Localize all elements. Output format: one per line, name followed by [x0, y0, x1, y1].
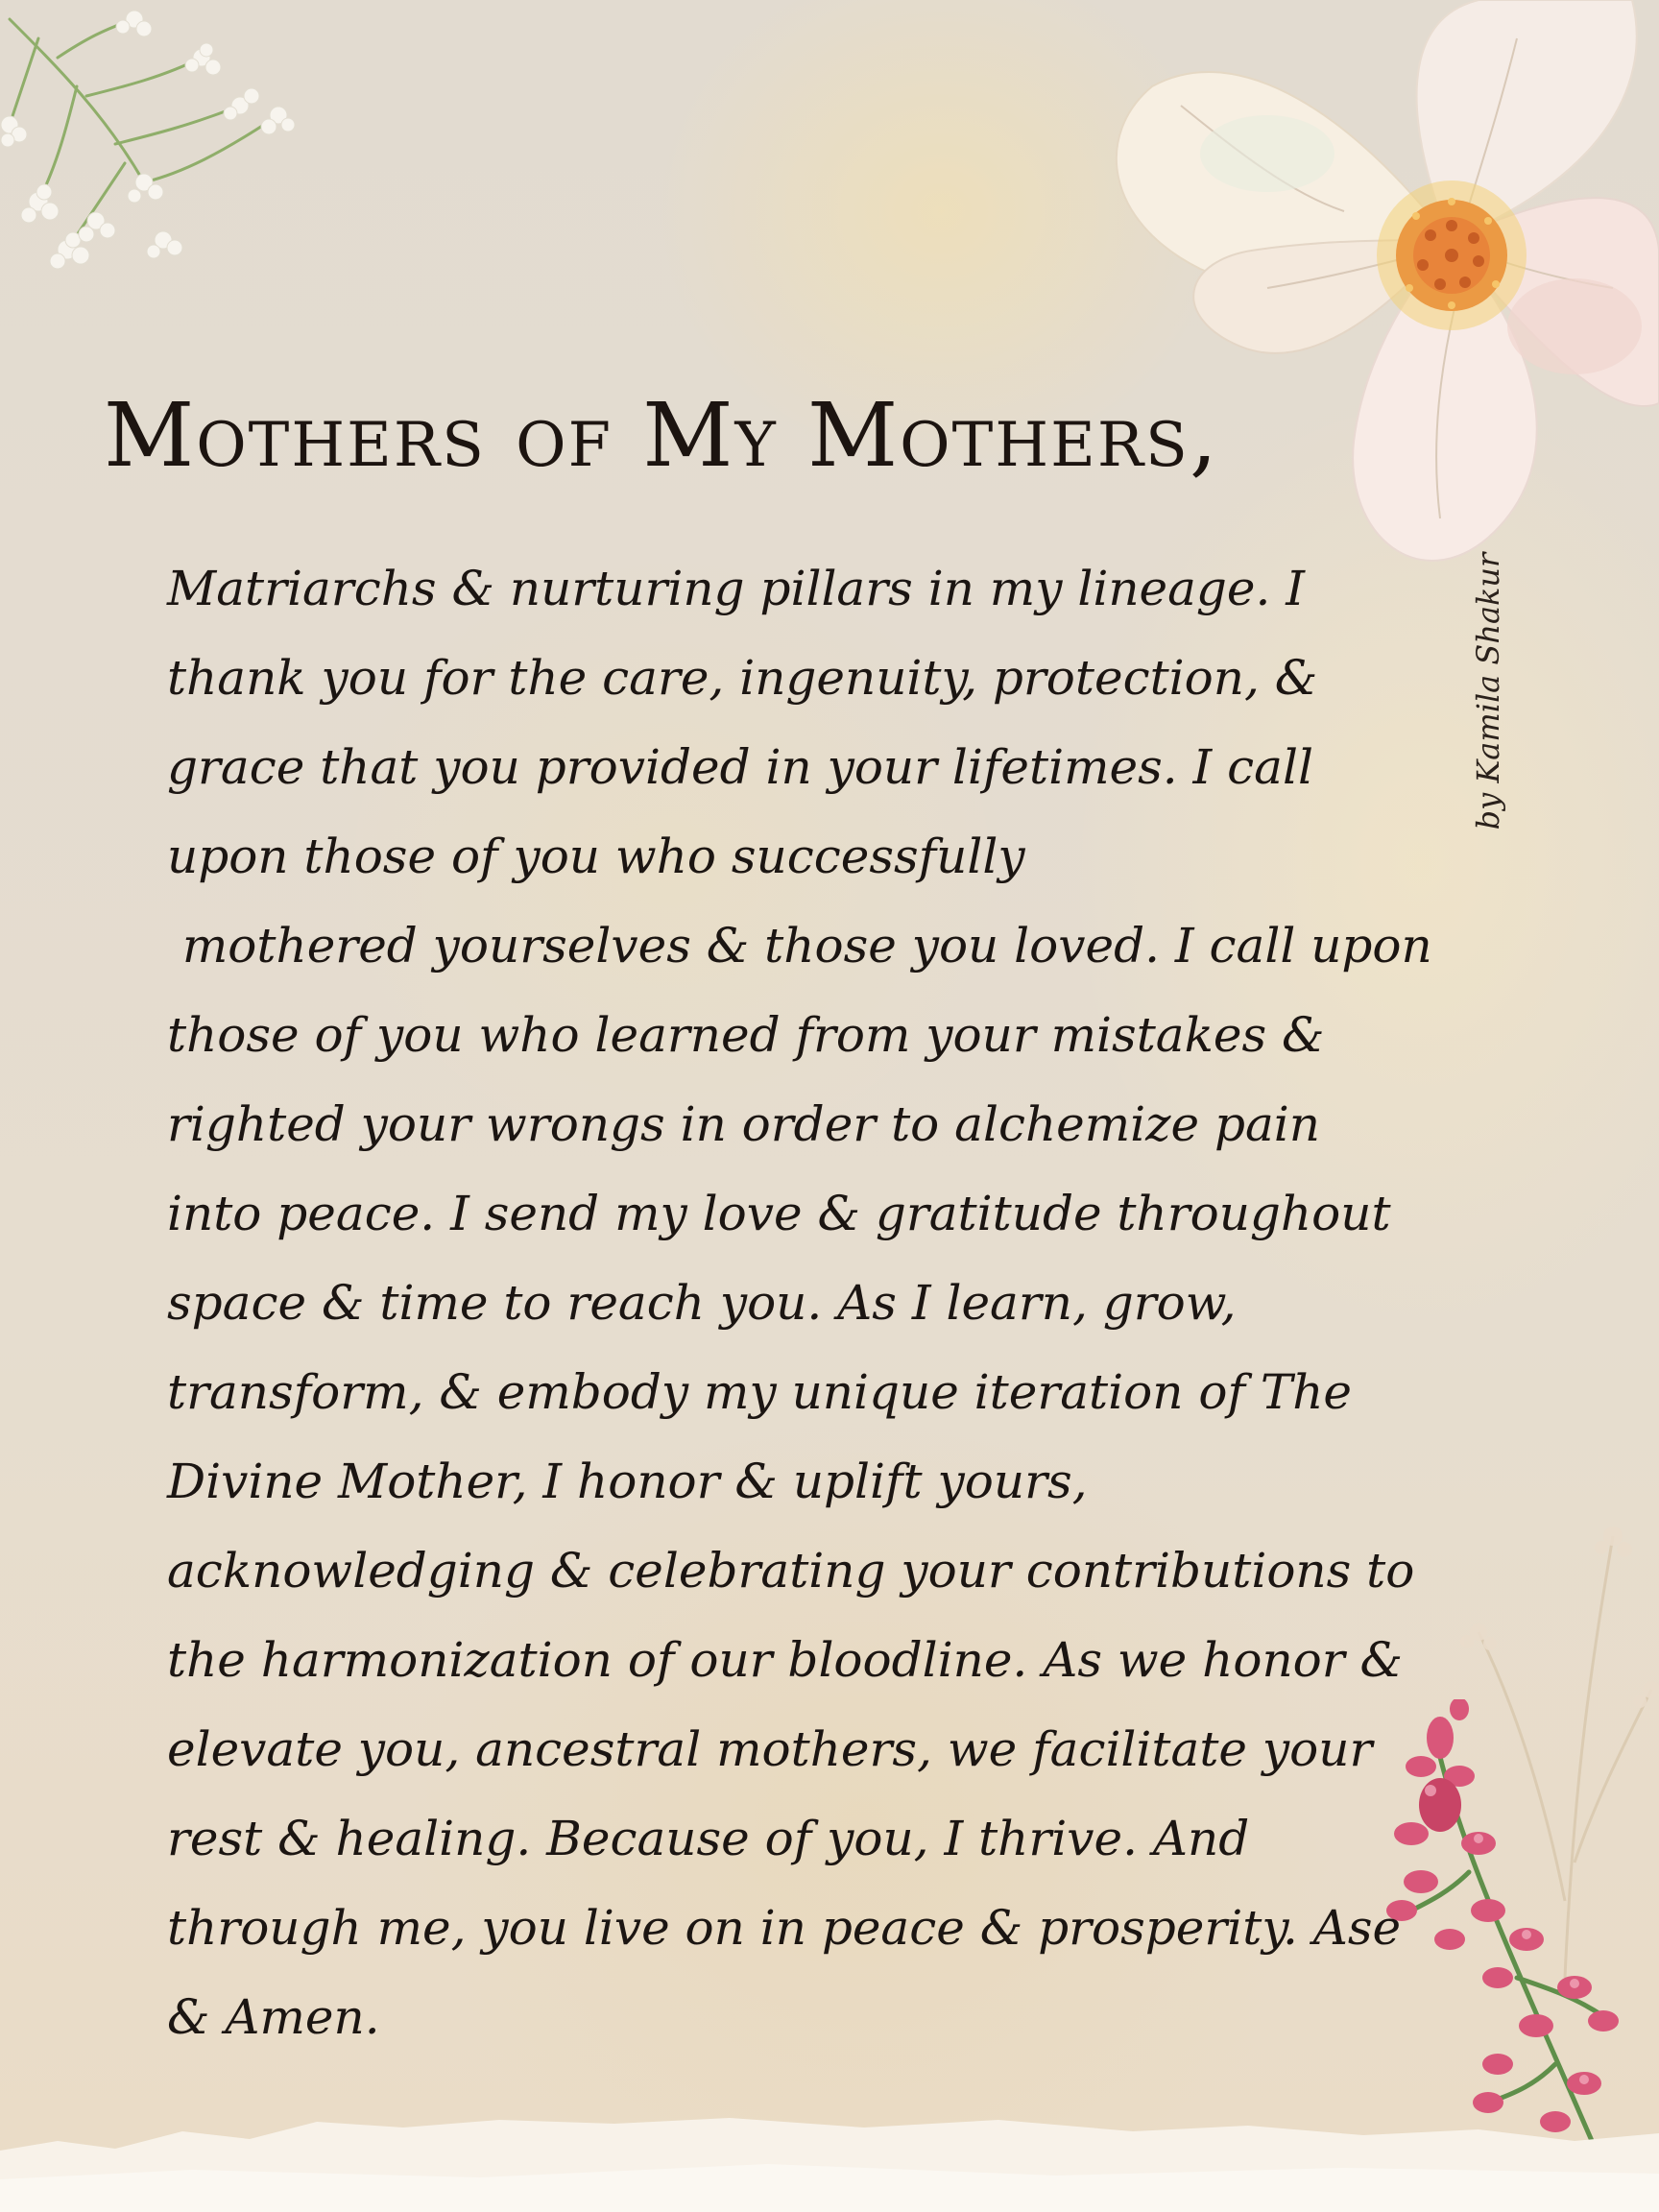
poem-line: rest & healing. Because of you, I thrive. And [167, 1811, 1250, 1866]
poem-line: acknowledging & celebrating your contributions to [167, 1543, 1415, 1599]
poem-line: Matriarchs & nurturing pillars in my lineage. I [167, 561, 1306, 616]
poem-line: through me, you live on in peace & prosperity. Ase [167, 1900, 1402, 1956]
poem-line: transform, & embody my unique iteration of The [167, 1364, 1352, 1420]
poem-line: into peace. I send my love & gratitude throughout [167, 1186, 1391, 1241]
poem-line: mothered yourselves & those you loved. I call upon [167, 918, 1432, 974]
poem-line: thank you for the care, ingenuity, protection, & [167, 650, 1318, 706]
torn-paper-edge [0, 2064, 1659, 2212]
poem-title: Mothers of My Mothers, [104, 384, 1220, 487]
poem-line: the harmonization of our bloodline. As we honor & [167, 1632, 1404, 1688]
poem-body [167, 544, 1432, 2062]
white-blossom-flower-icon [1037, 0, 1659, 614]
poem-line: & Amen. [167, 1989, 380, 2045]
poem-line: upon those of you who successfully [167, 829, 1025, 884]
author-byline: by Kamila Shakur [1470, 552, 1506, 830]
poem-line: grace that you provided in your lifetimes. I call [167, 739, 1313, 795]
poem-line: righted your wrongs in order to alchemize pain [167, 1096, 1321, 1152]
poem-line: those of you who learned from your mistakes & [167, 1007, 1325, 1063]
babys-breath-sprig-icon [0, 0, 307, 278]
poem-line: elevate you, ancestral mothers, we facilitate your [167, 1721, 1373, 1777]
poem-line: space & time to reach you. As I learn, grow, [167, 1275, 1237, 1331]
poem-line: Divine Mother, I honor & uplift yours, [167, 1454, 1088, 1509]
